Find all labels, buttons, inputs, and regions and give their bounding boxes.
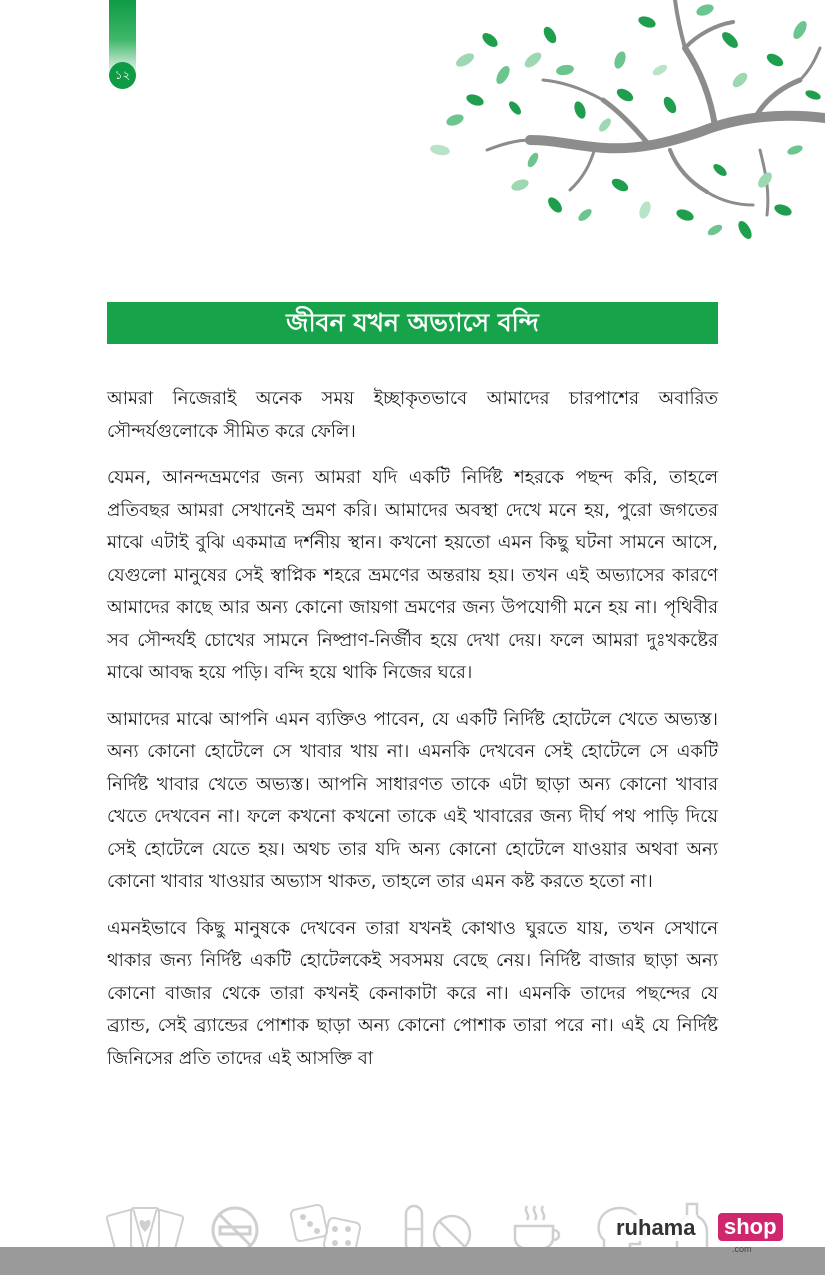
page-number: ১২ <box>109 62 136 89</box>
paragraph: আমরা নিজেরাই অনেক সময় ইচ্ছাকৃতভাবে আমাদের চারপাশের অবারিত সৌন্দর্যগুলোকে সীমিত করে ফেলি। <box>107 388 718 442</box>
tree-branch-illustration <box>415 0 825 255</box>
watermark-shop: shop <box>718 1213 783 1241</box>
paragraph: আমাদের মাঝে আপনি এমন ব্যক্তিও পাবেন, যে একটি নির্দিষ্ট হোটেলে খেতে অভ্যস্ত। অন্য কোনো হোটেলে সে খাবার খায় না। এমনকি দেখবেন সেই হোটেলে সে একটি নির্দিষ্ট খাবার খেতে অভ্যস্ত। আপনি সাধারণত তাকে এটা ছাড়া অন্য কোনো খাবার খেতে দেখবেন না। ফলে কখনো কখনো তাকে এই খাবারের জন্য দীর্ঘ পথ পাড়ি দিয়ে সেই হোটেলে যেতে হয়। অথচ তার যদি অন্য কোনো হোটেলে যাওয়ার অথবা অন্য কোনো খাবার খাওয়ার অভ্যাস থাকত, তাহলে তার এমন কষ্ট করতে হতো না। <box>107 708 718 892</box>
watermark-ruhama: ruhama <box>616 1215 696 1240</box>
body-text <box>107 383 718 1089</box>
watermark-domain: .com <box>732 1244 752 1254</box>
paragraph: যেমন, আনন্দভ্রমণের জন্য আমরা যদি একটি নির্দিষ্ট শহরকে পছন্দ করি, তাহলে প্রতিবছর আমরা সেখানেই ভ্রমণ করি। আমাদের অবস্থা দেখে মনে হয়, পুরো জগতের মাঝে এটাই বুঝি একমাত্র দর্শনীয় স্থান। কখনো হয়তো এমন কিছু ঘটনা সামনে আসে, যেগুলো মানুষের সেই স্বাপ্নিক শহরে ভ্রমণের অন্তরায় হয়। তখন এই অভ্যাসের কারণে আমাদের কাছে আর অন্য কোনো জায়গা ভ্রমণের জন্য উপযোগী মনে হয় না। পৃথিবীর সব সৌন্দর্যই চোখের সামনে নিষ্প্রাণ-নির্জীব হয়ে দেখা দেয়। ফলে আমরা দুঃখকষ্টের মাঝে আবদ্ধ হয়ে পড়ি। বন্দি হয়ে থাকি নিজের ঘরে। <box>107 467 718 683</box>
paragraph: এমনইভাবে কিছু মানুষকে দেখবেন তারা যখনই কোথাও ঘুরতে যায়, তখন সেখানে থাকার জন্য নির্দিষ্ট একটি হোটেলকেই সবসময় বেছে নেয়। নির্দিষ্ট বাজার ছাড়া অন্য কোনো বাজার থেকে তারা কখনই কেনাকাটা করে না। এমনকি তাদের পছন্দের যে ব্র্যান্ড, সেই ব্র্যান্ডের পোশাক ছাড়া অন্য কোনো পোশাক তারা পরে না। এই যে নির্দিষ্ট জিনিসের প্রতি তাদের এই আসক্তি বা <box>107 917 718 1069</box>
chapter-title: জীবন যখন অভ্যাসে বন্দি <box>107 302 718 344</box>
footer-band <box>0 1247 825 1275</box>
